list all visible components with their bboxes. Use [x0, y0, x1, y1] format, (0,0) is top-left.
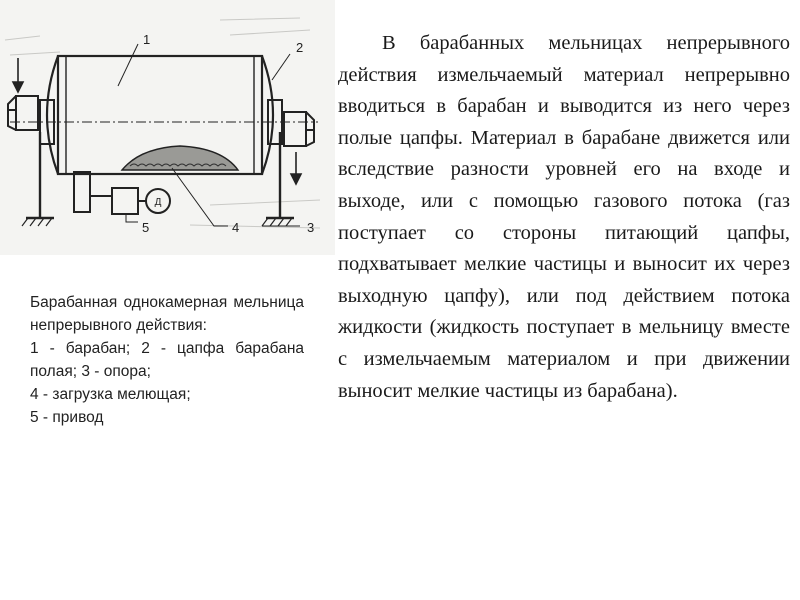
drive-gear: [74, 172, 90, 212]
caption-item-2: 4 - загрузка мелющая;: [30, 386, 191, 403]
discharge-arrow: [291, 152, 301, 184]
leader-4: [172, 168, 228, 226]
mill-diagram: [0, 0, 335, 255]
leader-1: [118, 44, 138, 86]
part-number-3: 3: [307, 220, 315, 235]
caption-title: Барабанная однокамерная мельница непрерывного действия:: [30, 294, 304, 334]
motor-label: Д: [154, 197, 162, 208]
caption-item-1: 1 - барабан; 2 - цапфа барабана полая; 3 - опора;: [30, 340, 304, 380]
caption-item-3: 5 - привод: [30, 409, 104, 426]
part-number-2: 2: [296, 40, 304, 55]
leader-2: [272, 54, 290, 80]
part-number-1: 1: [143, 32, 151, 47]
part-number-5: 5: [142, 220, 150, 235]
gearbox: [112, 188, 138, 214]
figure-caption: [30, 291, 304, 429]
feed-arrow: [13, 58, 23, 92]
right-trunnion: [268, 100, 314, 146]
drum-left-end: [47, 56, 58, 174]
mill-diagram-svg: [0, 0, 335, 255]
leader-5: [126, 214, 138, 222]
part-number-4: 4: [232, 220, 240, 235]
grinding-charge: [122, 146, 238, 170]
body-paragraph: В барабанных мельницах непрерывного действия измельчаемый материал непрерывно вводиться в барабан и выводится из него через полые цапфы. Материал в барабане движется или вследствие разности уровней его на входе и выходе, или с помощью газового потока (газ поступает со стороны питающий цапфы, подхватывает мелкие частицы и выносит их через выходную цапфу), или под действием потока жидкости (жидкость поступает в мельницу вместе с измельчаемым материалом и при движении выносит мелкие частицы из барабана).: [338, 32, 790, 402]
